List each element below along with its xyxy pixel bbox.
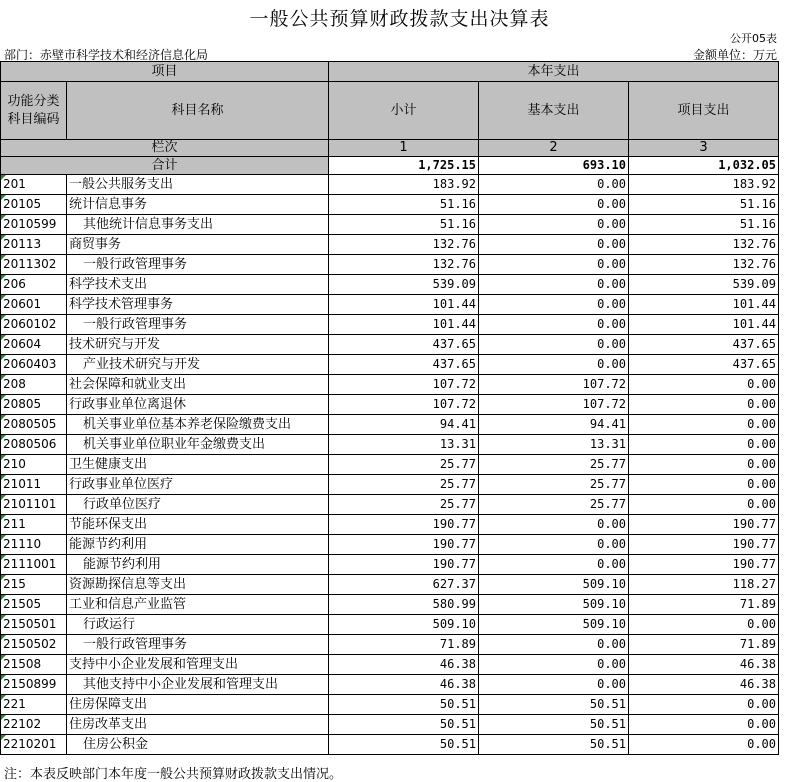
row-name: 住房公积金 <box>67 735 329 755</box>
row-code: 2150501 <box>1 615 67 635</box>
row-basic: 13.31 <box>479 435 629 455</box>
header-current-year: 本年支出 <box>329 62 779 82</box>
row-name: 技术研究与开发 <box>67 335 329 355</box>
row-name: 资源勘探信息等支出 <box>67 575 329 595</box>
row-name: 一般行政管理事务 <box>67 255 329 275</box>
table-row <box>1 695 779 715</box>
row-project: 0.00 <box>629 375 779 395</box>
row-name: 卫生健康支出 <box>67 455 329 475</box>
row-basic: 0.00 <box>479 355 629 375</box>
row-code: 20601 <box>1 295 67 315</box>
row-project: 101.44 <box>629 295 779 315</box>
table-row <box>1 415 779 435</box>
table-row <box>1 215 779 235</box>
header-row-1 <box>1 62 779 82</box>
table-row <box>1 295 779 315</box>
row-subtotal: 132.76 <box>329 255 479 275</box>
table-row <box>1 255 779 275</box>
table-row <box>1 175 779 195</box>
table-row <box>1 715 779 735</box>
column-number-label: 栏次 <box>1 140 329 157</box>
row-code: 2150502 <box>1 635 67 655</box>
row-basic: 0.00 <box>479 255 629 275</box>
row-name: 行政事业单位离退休 <box>67 395 329 415</box>
row-project: 132.76 <box>629 235 779 255</box>
amount-unit-label: 金额单位：万元 <box>692 48 777 62</box>
row-basic: 50.51 <box>479 695 629 715</box>
row-basic: 50.51 <box>479 735 629 755</box>
row-basic: 0.00 <box>479 635 629 655</box>
total-label: 合计 <box>1 157 329 175</box>
row-basic: 0.00 <box>479 515 629 535</box>
table-row <box>1 495 779 515</box>
row-subtotal: 25.77 <box>329 495 479 515</box>
header-func-code: 功能分类科目编码 <box>1 82 67 140</box>
row-project: 0.00 <box>629 615 779 635</box>
table-row <box>1 655 779 675</box>
row-basic: 509.10 <box>479 615 629 635</box>
row-project: 0.00 <box>629 435 779 455</box>
table-row <box>1 615 779 635</box>
row-project: 0.00 <box>629 715 779 735</box>
row-project: 0.00 <box>629 395 779 415</box>
department-label: 部门：赤壁市科学技术和经济信息化局 <box>4 48 209 62</box>
sheet-number: 公开05表 <box>730 32 777 45</box>
table-row <box>1 475 779 495</box>
row-code: 20604 <box>1 335 67 355</box>
header-basic: 基本支出 <box>479 82 629 140</box>
row-subtotal: 580.99 <box>329 595 479 615</box>
row-name: 住房改革支出 <box>67 715 329 735</box>
row-basic: 94.41 <box>479 415 629 435</box>
row-code: 20105 <box>1 195 67 215</box>
row-name: 住房保障支出 <box>67 695 329 715</box>
table-row <box>1 515 779 535</box>
row-code: 21011 <box>1 475 67 495</box>
column-number-1: 1 <box>329 140 479 157</box>
table-row <box>1 275 779 295</box>
row-code: 2101101 <box>1 495 67 515</box>
row-name: 产业技术研究与开发 <box>67 355 329 375</box>
table-row <box>1 735 779 755</box>
row-code: 2011302 <box>1 255 67 275</box>
row-subtotal: 101.44 <box>329 295 479 315</box>
row-subtotal: 539.09 <box>329 275 479 295</box>
row-subtotal: 437.65 <box>329 335 479 355</box>
row-subtotal: 25.77 <box>329 455 479 475</box>
row-basic: 509.10 <box>479 575 629 595</box>
row-subtotal: 13.31 <box>329 435 479 455</box>
row-project: 437.65 <box>629 355 779 375</box>
row-code: 21110 <box>1 535 67 555</box>
total-subtotal: 1,725.15 <box>329 157 479 175</box>
row-project: 118.27 <box>629 575 779 595</box>
row-name: 其他支持中小企业发展和管理支出 <box>67 675 329 695</box>
table-row <box>1 575 779 595</box>
row-code: 2080506 <box>1 435 67 455</box>
row-code: 201 <box>1 175 67 195</box>
header-subtotal: 小计 <box>329 82 479 140</box>
row-subtotal: 132.76 <box>329 235 479 255</box>
row-project: 71.89 <box>629 635 779 655</box>
row-name: 其他统计信息事务支出 <box>67 215 329 235</box>
table-row <box>1 395 779 415</box>
row-project: 190.77 <box>629 515 779 535</box>
row-code: 2060102 <box>1 315 67 335</box>
table-row <box>1 435 779 455</box>
row-name: 社会保障和就业支出 <box>67 375 329 395</box>
row-project: 51.16 <box>629 215 779 235</box>
row-code: 2010599 <box>1 215 67 235</box>
row-code: 210 <box>1 455 67 475</box>
row-code: 20113 <box>1 235 67 255</box>
expenditure-table <box>0 61 779 755</box>
row-basic: 50.51 <box>479 715 629 735</box>
row-project: 132.76 <box>629 255 779 275</box>
row-project: 51.16 <box>629 195 779 215</box>
row-basic: 0.00 <box>479 295 629 315</box>
table-row <box>1 375 779 395</box>
row-name: 行政运行 <box>67 615 329 635</box>
column-number-row <box>1 140 779 157</box>
row-project: 0.00 <box>629 475 779 495</box>
row-subtotal: 509.10 <box>329 615 479 635</box>
row-subtotal: 190.77 <box>329 555 479 575</box>
row-basic: 0.00 <box>479 535 629 555</box>
row-subtotal: 46.38 <box>329 675 479 695</box>
header-row-2 <box>1 82 779 140</box>
header-project: 项目支出 <box>629 82 779 140</box>
row-subtotal: 50.51 <box>329 695 479 715</box>
header-subject-name: 科目名称 <box>67 82 329 140</box>
row-code: 20805 <box>1 395 67 415</box>
row-name: 机关事业单位基本养老保险缴费支出 <box>67 415 329 435</box>
row-project: 0.00 <box>629 735 779 755</box>
report-title: 一般公共预算财政拨款支出决算表 <box>249 8 550 30</box>
row-name: 商贸事务 <box>67 235 329 255</box>
row-basic: 25.77 <box>479 495 629 515</box>
table-row <box>1 635 779 655</box>
row-project: 101.44 <box>629 315 779 335</box>
row-name: 科学技术管理事务 <box>67 295 329 315</box>
row-name: 一般行政管理事务 <box>67 315 329 335</box>
row-subtotal: 50.51 <box>329 735 479 755</box>
row-project: 0.00 <box>629 695 779 715</box>
row-basic: 509.10 <box>479 595 629 615</box>
row-subtotal: 183.92 <box>329 175 479 195</box>
row-subtotal: 51.16 <box>329 195 479 215</box>
row-project: 190.77 <box>629 535 779 555</box>
table-row <box>1 675 779 695</box>
row-basic: 0.00 <box>479 215 629 235</box>
row-basic: 0.00 <box>479 275 629 295</box>
row-name: 行政事业单位医疗 <box>67 475 329 495</box>
row-code: 206 <box>1 275 67 295</box>
row-basic: 0.00 <box>479 175 629 195</box>
row-name: 一般行政管理事务 <box>67 635 329 655</box>
row-basic: 0.00 <box>479 555 629 575</box>
row-subtotal: 107.72 <box>329 395 479 415</box>
row-basic: 0.00 <box>479 315 629 335</box>
row-name: 机关事业单位职业年金缴费支出 <box>67 435 329 455</box>
row-code: 2111001 <box>1 555 67 575</box>
row-subtotal: 46.38 <box>329 655 479 675</box>
row-name: 工业和信息产业监管 <box>67 595 329 615</box>
row-subtotal: 94.41 <box>329 415 479 435</box>
row-subtotal: 71.89 <box>329 635 479 655</box>
row-code: 21505 <box>1 595 67 615</box>
row-basic: 25.77 <box>479 455 629 475</box>
table-note: 注：本表反映部门本年度一般公共预算财政拨款支出情况。 <box>4 767 343 782</box>
row-project: 437.65 <box>629 335 779 355</box>
row-name: 科学技术支出 <box>67 275 329 295</box>
column-number-2: 2 <box>479 140 629 157</box>
row-code: 208 <box>1 375 67 395</box>
row-name: 能源节约利用 <box>67 555 329 575</box>
row-code: 221 <box>1 695 67 715</box>
row-code: 211 <box>1 515 67 535</box>
row-basic: 0.00 <box>479 675 629 695</box>
table-row <box>1 335 779 355</box>
row-subtotal: 107.72 <box>329 375 479 395</box>
row-subtotal: 437.65 <box>329 355 479 375</box>
row-subtotal: 101.44 <box>329 315 479 335</box>
row-code: 2150899 <box>1 675 67 695</box>
row-code: 215 <box>1 575 67 595</box>
table-row <box>1 195 779 215</box>
row-subtotal: 190.77 <box>329 535 479 555</box>
table-row <box>1 455 779 475</box>
table-row <box>1 355 779 375</box>
row-project: 0.00 <box>629 495 779 515</box>
table-row <box>1 535 779 555</box>
row-code: 21508 <box>1 655 67 675</box>
row-project: 46.38 <box>629 675 779 695</box>
row-name: 节能环保支出 <box>67 515 329 535</box>
row-code: 2210201 <box>1 735 67 755</box>
row-code: 2060403 <box>1 355 67 375</box>
row-name: 一般公共服务支出 <box>67 175 329 195</box>
column-number-3: 3 <box>629 140 779 157</box>
table-row <box>1 315 779 335</box>
table-row <box>1 235 779 255</box>
row-project: 183.92 <box>629 175 779 195</box>
row-project: 46.38 <box>629 655 779 675</box>
row-name: 统计信息事务 <box>67 195 329 215</box>
row-subtotal: 50.51 <box>329 715 479 735</box>
row-subtotal: 51.16 <box>329 215 479 235</box>
row-basic: 0.00 <box>479 195 629 215</box>
row-basic: 107.72 <box>479 395 629 415</box>
table-row <box>1 595 779 615</box>
row-subtotal: 25.77 <box>329 475 479 495</box>
row-name: 行政单位医疗 <box>67 495 329 515</box>
row-basic: 107.72 <box>479 375 629 395</box>
row-project: 0.00 <box>629 415 779 435</box>
row-project: 0.00 <box>629 455 779 475</box>
row-basic: 0.00 <box>479 655 629 675</box>
row-code: 2080505 <box>1 415 67 435</box>
row-subtotal: 190.77 <box>329 515 479 535</box>
header-item: 项目 <box>1 62 329 82</box>
row-project: 71.89 <box>629 595 779 615</box>
row-basic: 25.77 <box>479 475 629 495</box>
row-project: 190.77 <box>629 555 779 575</box>
row-basic: 0.00 <box>479 335 629 355</box>
total-basic: 693.10 <box>479 157 629 175</box>
row-basic: 0.00 <box>479 235 629 255</box>
row-project: 539.09 <box>629 275 779 295</box>
row-name: 支持中小企业发展和管理支出 <box>67 655 329 675</box>
total-project: 1,032.05 <box>629 157 779 175</box>
row-code: 22102 <box>1 715 67 735</box>
total-row <box>1 157 779 175</box>
row-subtotal: 627.37 <box>329 575 479 595</box>
row-name: 能源节约利用 <box>67 535 329 555</box>
table-row <box>1 555 779 575</box>
